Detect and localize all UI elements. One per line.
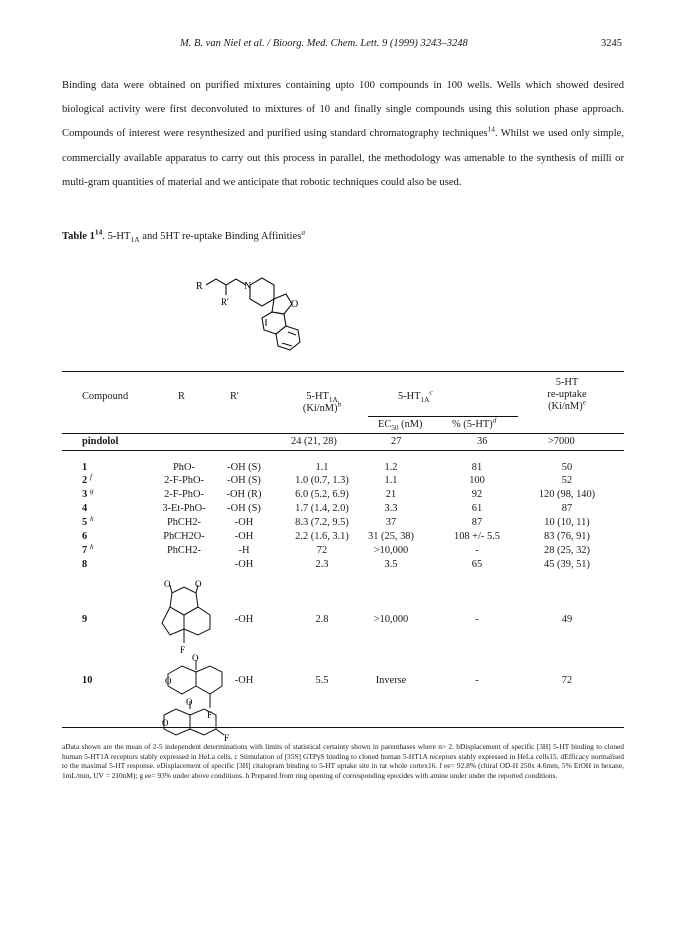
structure-o-label: O bbox=[291, 299, 299, 310]
body-reference: 14 bbox=[487, 124, 495, 134]
sub8-f-label: F bbox=[180, 645, 186, 655]
row-9-efficacy: - bbox=[475, 614, 479, 625]
row-5-reuptake: 10 (10, 11) bbox=[544, 517, 590, 528]
row-8-r-prime: -OH bbox=[234, 559, 254, 570]
row-1-ec50: 1.2 bbox=[384, 462, 398, 473]
substituent-8-diagram bbox=[158, 579, 228, 659]
footnotes-text: aData shown are the mean of 2-5 independent determinations with limits of statistical certainty shown in parenthases where n> 2. bDisplacement of specific [3H] 5-HT binding to cloned human 5-HT1A receptors stably expressed in HeLa cells. c Stimulation of [35S] GTPγS binding to cloned human 5-HT1A receptors stably expressed in HeLa cells15. dEfficacy normalised to the maximal 5-HT response. eDisplacement of specific [3H] citalopram binding to 5-HT uptake site in rat whole cortex16. f ee= 92.8% (chiral OD-H 250x 4.6mm, 5% EtOH in hexane, 1mL/min, UV = 210nM); g ee= 93% under above conditions. h Prepared from ring opening of corresponding epoxides with amine under under the reported conditions. bbox=[62, 742, 624, 780]
sub9-o-label: O bbox=[192, 654, 199, 663]
body-text-main: Binding data were obtained on purified mixtures containing upto 100 compounds in 100 wells. Wells which showed desired biological activity were first deconvoluted to mixtures of 10 and finally single compounds using this solution phase approach. Compounds of interest were resynthesized and purified using standard chromatography techniques bbox=[62, 80, 624, 140]
sub9-f-label: F bbox=[207, 710, 213, 720]
row-6-reuptake: 83 (76, 91) bbox=[544, 531, 590, 542]
row-1-compound: 1 bbox=[82, 462, 88, 473]
header-reuptake: 5-HT re-uptake $(Ki/nM)^e$ bbox=[547, 377, 587, 412]
sub8-o-label: O bbox=[164, 579, 171, 589]
row-8-compound: 8 bbox=[82, 559, 88, 570]
row-9-r-prime: -OH bbox=[234, 614, 254, 625]
row-2-ki: 1.0 (0.7, 1.3) bbox=[295, 475, 349, 486]
row-10-efficacy: - bbox=[475, 675, 479, 686]
row-1-ki: 1.1 bbox=[315, 462, 329, 473]
row-2-compound: 2 bbox=[82, 475, 88, 486]
body-paragraph bbox=[62, 74, 624, 195]
row-5-r-prime: -OH bbox=[234, 517, 254, 528]
row-1-reuptake: 50 bbox=[561, 462, 573, 473]
header-ht1a-function: $5-HT_{1A}^c$ bbox=[398, 388, 433, 405]
row-7-compound: 7 bbox=[82, 545, 88, 556]
table-bottom-rule bbox=[62, 727, 624, 728]
row-3-efficacy: 92 bbox=[471, 489, 483, 500]
row-4-compound: 4 bbox=[82, 503, 88, 514]
row-10-ec50: Inverse bbox=[375, 675, 407, 686]
row-10-reuptake: 72 bbox=[561, 675, 573, 686]
reference-ki: 24 (21, 28) bbox=[291, 436, 337, 447]
row-4-ec50: 3.3 bbox=[384, 503, 398, 514]
header-efficacy: % $(5-HT)^d$ bbox=[452, 416, 497, 430]
table-caption: Table $1^{14}$. $5-HT_{1A}$ and 5HT re-uptake Binding Affinities$^a$ bbox=[62, 227, 306, 245]
row-6-efficacy: 108 +/- 5.5 bbox=[454, 531, 500, 542]
row-3-ec50: 21 bbox=[385, 489, 397, 500]
core-structure-diagram bbox=[190, 268, 330, 368]
row-3-r: 2-F-PhO- bbox=[164, 489, 204, 500]
row-10-compound: 10 bbox=[82, 675, 93, 686]
row-1-r: PhO- bbox=[173, 462, 195, 473]
row-4-r-prime: -OH (S) bbox=[227, 503, 261, 514]
row-3-compound: 3 bbox=[82, 489, 88, 500]
row-7-reuptake: 28 (25, 32) bbox=[544, 545, 590, 556]
header-r: R bbox=[178, 391, 185, 402]
running-title: M. B. van Niel et al. / Bioorg. Med. Chem. Lett. 9 (1999) 3243–3248 bbox=[180, 38, 468, 49]
row-3-reuptake: 120 (98, 140) bbox=[538, 489, 596, 500]
sub10-o-label-2: O bbox=[162, 718, 169, 728]
row-6-ec50: 31 (25, 38) bbox=[368, 531, 414, 542]
row-4-r: 3-Et-PhO- bbox=[162, 503, 206, 514]
row-2-efficacy: 100 bbox=[469, 475, 485, 486]
row-7-ec50: >10,000 bbox=[373, 545, 409, 556]
sub8-o-label-2: O bbox=[195, 579, 202, 589]
header-bottom-rule bbox=[62, 433, 624, 434]
reference-ec50: 27 bbox=[391, 436, 402, 447]
row-10-r-prime: -OH bbox=[234, 675, 254, 686]
row-5-ki: 8.3 (7.2, 9.5) bbox=[295, 517, 349, 528]
header-ec50: $EC_{50}$ (nM) bbox=[378, 419, 423, 433]
row-7-r-prime: -H bbox=[238, 545, 250, 556]
row-6-r-prime: -OH bbox=[234, 531, 254, 542]
table-footnotes bbox=[62, 742, 624, 780]
row-8-efficacy: 65 bbox=[471, 559, 483, 570]
sub9-o-label-2: O bbox=[165, 676, 172, 686]
row-6-r: PhCH2O- bbox=[163, 531, 205, 542]
substituent-10-diagram bbox=[158, 697, 248, 741]
header-ht1a-binding: $5-HT_{1A}$ $(Ki/nM)^b$ bbox=[302, 391, 342, 414]
row-9-ki: 2.8 bbox=[315, 614, 329, 625]
row-8-ki: 2.3 bbox=[315, 559, 329, 570]
structure-r-label: R bbox=[196, 281, 203, 292]
row-7-ki: 72 bbox=[316, 545, 328, 556]
structure-n-label: N bbox=[244, 281, 252, 292]
row-6-ki: 2.2 (1.6, 3.1) bbox=[295, 531, 349, 542]
row-9-ec50: >10,000 bbox=[373, 614, 409, 625]
sub10-f-label: F bbox=[224, 733, 230, 741]
body-text-tail: . Whilst we used only simple, commercially available apparatus to carry out this process in parallel, the methodology was amenable to the synthesis of milli or multi-gram quantities of material and we anticipate that robotic techniques could also be used. bbox=[62, 128, 625, 188]
row-4-efficacy: 61 bbox=[471, 503, 483, 514]
row-2-reuptake: 52 bbox=[561, 475, 573, 486]
table-label: Table $1^{14}$ bbox=[62, 227, 103, 242]
row-2-r: 2-F-PhO- bbox=[164, 475, 204, 486]
row-5-compound: 5 bbox=[82, 517, 88, 528]
row-9-reuptake: 49 bbox=[561, 614, 573, 625]
row-2-r-prime: -OH (S) bbox=[227, 475, 261, 486]
row-5-r: PhCH2- bbox=[166, 517, 202, 528]
header-r-prime: R' bbox=[230, 391, 239, 402]
row-8-reuptake: 45 (39, 51) bbox=[544, 559, 590, 570]
row-4-reuptake: 87 bbox=[561, 503, 573, 514]
row-3-r-prime: -OH (R) bbox=[226, 489, 262, 500]
row-10-ki: 5.5 bbox=[315, 675, 329, 686]
reference-row-rule bbox=[62, 450, 624, 451]
row-4-ki: 1.7 (1.4, 2.0) bbox=[295, 503, 349, 514]
row-5-efficacy: 87 bbox=[471, 517, 483, 528]
sub10-o-label: O bbox=[186, 697, 193, 707]
row-3-ki: 6.0 (5.2, 6.9) bbox=[295, 489, 349, 500]
row-1-efficacy: 81 bbox=[471, 462, 483, 473]
reference-reuptake: >7000 bbox=[548, 436, 575, 447]
row-7-efficacy: - bbox=[475, 545, 479, 556]
reference-efficacy: 36 bbox=[477, 436, 488, 447]
row-6-compound: 6 bbox=[82, 531, 88, 542]
running-header bbox=[62, 38, 622, 52]
structure-r-prime-label: R' bbox=[221, 297, 229, 307]
row-2-ec50: 1.1 bbox=[384, 475, 398, 486]
row-1-r-prime: -OH (S) bbox=[227, 462, 261, 473]
row-9-compound: 9 bbox=[82, 614, 88, 625]
reference-compound: pindolol bbox=[82, 436, 119, 447]
row-7-r: PhCH2- bbox=[166, 545, 202, 556]
row-5-ec50: 37 bbox=[385, 517, 397, 528]
page-number: 3245 bbox=[601, 38, 622, 49]
table-top-rule bbox=[62, 371, 624, 372]
row-8-ec50: 3.5 bbox=[384, 559, 398, 570]
header-compound: Compound bbox=[82, 391, 129, 402]
